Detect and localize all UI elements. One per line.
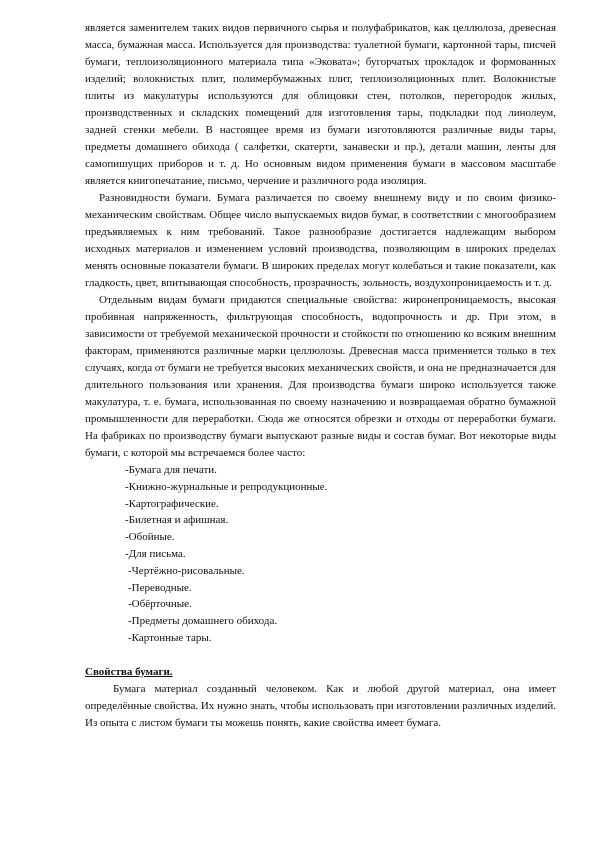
list-item: -Бумага для печати. xyxy=(125,464,217,476)
list-item: -Чертёжно-рисовальные. xyxy=(128,564,245,577)
section-heading: Свойства бумаги. xyxy=(85,665,173,678)
list-item: -Переводные. xyxy=(128,581,192,594)
list-item: -Картонные тары. xyxy=(128,631,212,644)
list-item: -Предметы домашнего обихода. xyxy=(128,615,278,628)
list-item: -Обойные. xyxy=(125,531,175,544)
paragraph-properties: Бумага материал созданный человеком. Как и любой другой материал, она имеет определённые свойства. Их нужно знать, чтобы использовать при изготовлении различных изделий. Из опыта с листом бумаги ты можешь понять, какие свойства имеет бумага. xyxy=(85,682,556,729)
paragraph-special-properties: Отдельным видам бумаги придаются специальные свойства: жиронепроницаемость, высокая пробивная напряженность, фильтрующая способность, водопрочность и др. При этом, в зависимости от требуемой механической прочности и стойкости по отношению ко всяким внешним факторам, применяются различные марки целлюлозы. Древесная масса применяется только в тех случаях, когда от бумаги не требуется высоких механических свойств, и она не предназначается для длительного пользования или хранения. Для производства бумаги широко используется также макулатура, т. е. бумага, использованная по своему назначению и возвращаемая обратно бумажной промышленности для переработки. Сюда же относятся обрезки и отходы от переработки бумаги. На фабриках по производству бумаги выпускают разные виды и состав бумаг. Вот некоторые виды бумаги, с которой мы встречаемся более часто: xyxy=(85,294,556,459)
spacer xyxy=(85,647,556,664)
list-item: -Для письма. xyxy=(125,547,186,560)
paragraph-varieties: Разновидности бумаги. Бумага различается по своему внешнему виду и по своим физико-механическим свойствам. Общее число выпускаемых видов бумаг, в соответствии с многообразием предъявляемых к ним требований. Такое разнообразие достигается надлежащим выбором исходных материалов и изменением условий производства, позволяющим в широких пределах менять основные показатели бумаги. В широких пределах могут колебаться и такие показатели, как гладкость, цвет, впитывающая способность, прозрачность, зольность, воздухопроницаемость и т. д. xyxy=(85,192,556,289)
list-item: -Картографические. xyxy=(125,497,219,510)
list-item: -Билетная и афишная. xyxy=(125,514,229,527)
paper-types-list xyxy=(125,462,556,647)
list-item: -Книжно-журнальные и репродукционные. xyxy=(125,480,328,493)
list-item: -Обёрточные. xyxy=(128,598,192,611)
paragraph-uses: является заменителем таких видов первичного сырья и полуфабрикатов, как целлюлоза, древесная масса, бумажная масса. Используется для производства: туалетной бумаги, картонной тары, писчей бумаги, теплоизоляционного материала типа «Эковата»; бугорчатых прокладок и формованных изделий; волокнистых плит, полимербумажных плит, теплоизоляционных плит. Волокнистые плиты из макулатуры используются для облицовки стен, потолков, перегородок жилых, производственных и складских помещений для изготовления тары, подкладки под линолеум, задней стенки мебели. В настоящее время из бумаги изготовляются различные виды тары, предметы домашнего обихода ( салфетки, скатерти, занавески и пр.), детали машин, ленты для самопишущих приборов и т. д. Но основным видом применения бумаги в массовом масштабе является книгопечатание, письмо, черчение и различного рода изоляция. xyxy=(85,22,556,187)
